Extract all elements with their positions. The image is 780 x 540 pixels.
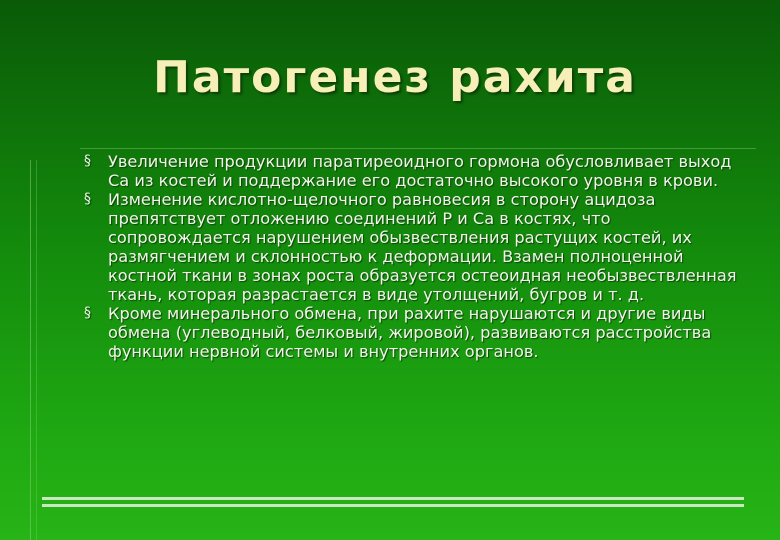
list-item — [78, 304, 750, 361]
section-bullet-icon: § — [84, 153, 91, 169]
bullet-list — [78, 152, 750, 361]
list-item — [78, 190, 750, 304]
footer-rule — [42, 504, 744, 507]
section-bullet-icon: § — [84, 191, 91, 207]
slide-title: Патогенез рахита — [153, 52, 637, 103]
list-item — [78, 152, 750, 190]
footer-rule — [42, 497, 744, 500]
section-bullet-icon: § — [84, 305, 91, 321]
frame-line-vertical — [36, 160, 37, 540]
list-item-text: Увеличение продукции паратиреоидного гормона обусловливает выход Са из костей и поддержание его достаточно высокого уровня в крови. — [108, 152, 732, 190]
frame-line-vertical — [30, 160, 31, 540]
frame-line-top — [80, 148, 756, 149]
list-item-text: Кроме минерального обмена, при рахите нарушаются и другие виды обмена (углеводный, белковый, жировой), развиваются расстройства функции нервной системы и внутренних органов. — [108, 304, 712, 361]
list-item-text: Изменение кислотно-щелочного равновесия в сторону ацидоза препятствует отложению соединений Р и Са в костях, что сопровождается нарушением обызвествления растущих костей, их размягчением и склонностью к деформации. Взамен полноценной костной ткани в зонах роста образуется остеоидная необызвествленная ткань, которая разрастается в виде утолщений, бугров и т. д. — [108, 190, 737, 304]
